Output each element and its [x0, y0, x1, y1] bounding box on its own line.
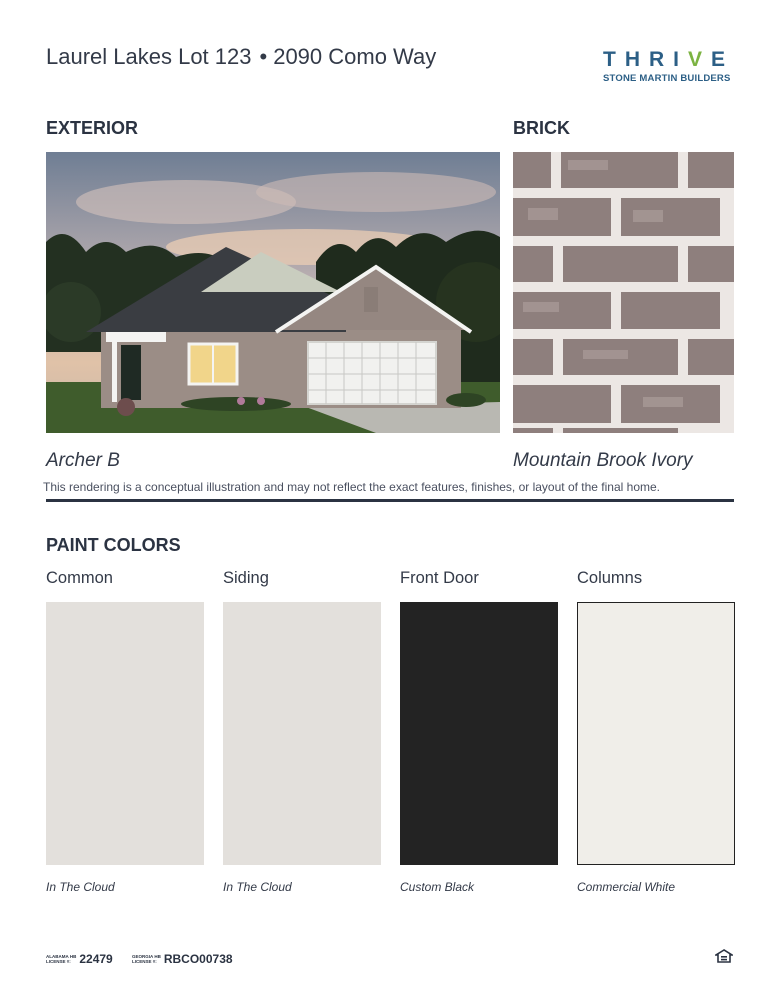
thrive-logo — [603, 48, 735, 84]
page-title — [46, 44, 436, 70]
license-number-alabama: 22479 — [79, 951, 113, 966]
swatch-common — [46, 602, 204, 865]
address: 2090 Como Way — [273, 44, 437, 69]
swatch-siding — [223, 602, 381, 865]
model-name: Archer B — [46, 450, 120, 471]
swatch-color-name-siding: In The Cloud — [223, 880, 292, 894]
disclaimer-text: This rendering is a conceptual illustration and may not reflect the exact features, finishes, or layout of the final home. — [43, 480, 660, 494]
swatch-color-name-common: In The Cloud — [46, 880, 115, 894]
community-lot: Laurel Lakes Lot 123 — [46, 44, 252, 69]
equal-housing-icon — [715, 949, 733, 963]
swatch-front-door — [400, 602, 558, 865]
logo-wordmark: THRIVE — [603, 48, 735, 71]
swatch-color-name-front-door: Custom Black — [400, 880, 475, 894]
swatch-label-columns: Columns — [577, 569, 643, 587]
exterior-rendering-image — [46, 152, 500, 433]
license-georgia: GEORGIA HB LICENSE #: RBCO00738 — [132, 951, 233, 966]
swatch-label-front-door: Front Door — [400, 569, 479, 587]
brick-name: Mountain Brook Ivory — [513, 450, 693, 471]
license-alabama: ALABAMA HB LICENSE #: 22479 — [46, 951, 113, 966]
license-number-georgia: RBCO00738 — [163, 951, 233, 966]
logo-subtitle: STONE MARTIN BUILDERS — [603, 73, 731, 84]
swatch-label-common: Common — [46, 569, 113, 587]
swatch-color-name-columns: Commercial White — [577, 880, 676, 894]
brick-heading: BRICK — [513, 118, 570, 138]
exterior-heading: EXTERIOR — [46, 118, 139, 138]
swatch-columns — [577, 602, 735, 865]
section-divider — [46, 499, 734, 502]
swatch-label-siding: Siding — [223, 569, 269, 587]
brick-sample-image — [513, 152, 734, 433]
title-separator: • — [259, 44, 268, 69]
paint-colors-heading: PAINT COLORS — [46, 535, 181, 555]
